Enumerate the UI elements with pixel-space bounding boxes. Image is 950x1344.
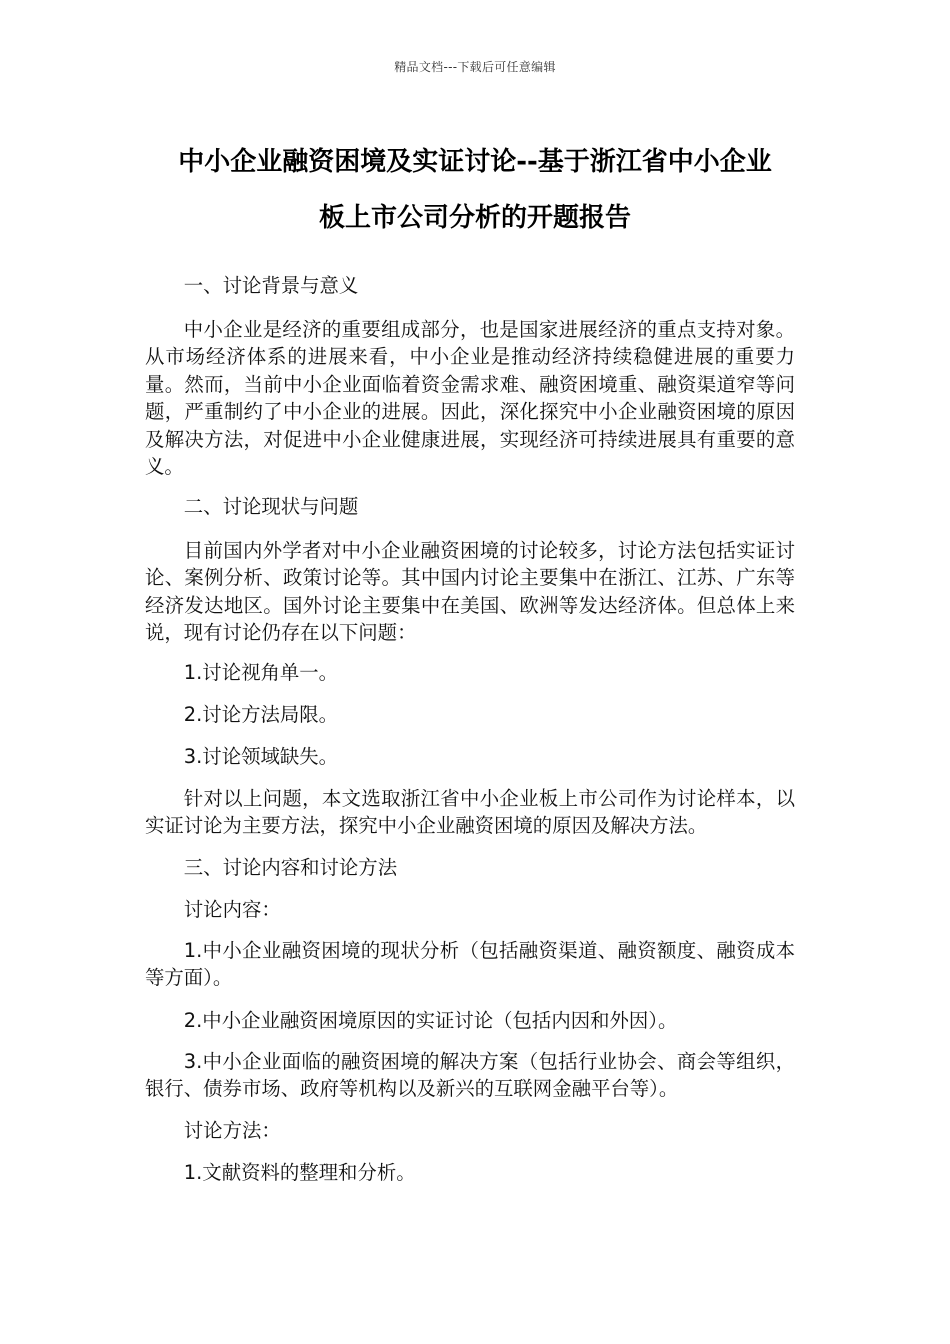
- section-2-item-3: 3.讨论领域缺失。: [183, 745, 339, 768]
- section-2-conclusion: 针对以上问题，本文选取浙江省中小企业板上市公司作为讨论样本，以实证讨论为主要方法，探究中小企业融资困境的原因及解决方法。: [145, 787, 795, 838]
- section-3-heading: 三、讨论内容和讨论方法: [183, 856, 398, 879]
- page-header: 精品文档---下载后可任意编辑: [394, 60, 556, 74]
- document-title-line-2: 板上市公司分析的开题报告: [318, 203, 631, 233]
- section-2-conclusion-block: [145, 785, 795, 840]
- research-content-1-block: [145, 937, 795, 992]
- research-content-3-block: [145, 1048, 795, 1103]
- research-content-1: 1.中小企业融资困境的现状分析（包括融资渠道、融资额度、融资成本等方面）。: [145, 939, 795, 990]
- section-2-heading: 二、讨论现状与问题: [183, 495, 359, 518]
- section-2-item-2: 2.讨论方法局限。: [183, 703, 339, 726]
- section-2-paragraph: 目前国内外学者对中小企业融资困境的讨论较多，讨论方法包括实证讨论、案例分析、政策讨论等。其中国内讨论主要集中在浙江、江苏、广东等经济发达地区。国外讨论主要集中在美国、欧洲等发达经济体。但总体上来说，现有讨论仍存在以下问题：: [145, 539, 795, 645]
- research-content-2: 2.中小企业融资困境原因的实证讨论（包括内因和外因）。: [183, 1009, 678, 1032]
- section-1-paragraph: 中小企业是经济的重要组成部分，也是国家进展经济的重点支持对象。从市场经济体系的进展来看，中小企业是推动经济持续稳健进展的重要力量。然而，当前中小企业面临着资金需求难、融资困境重、融资渠道窄等问题，严重制约了中小企业的进展。因此，深化探究中小企业融资困境的原因及解决方法，对促进中小企业健康进展，实现经济可持续进展具有重要的意义。: [145, 318, 795, 479]
- research-method-label: 讨论方法：: [183, 1119, 281, 1142]
- document-title-line-1: 中小企业融资困境及实证讨论--基于浙江省中小企业: [178, 147, 772, 177]
- research-content-label: 讨论内容：: [183, 898, 281, 921]
- section-1-heading: 一、讨论背景与意义: [183, 274, 359, 297]
- section-2-item-1: 1.讨论视角单一。: [183, 661, 339, 684]
- research-method-1: 1.文献资料的整理和分析。: [183, 1161, 416, 1184]
- section-2-paragraph-block: [145, 537, 795, 647]
- research-content-3: 3.中小企业面临的融资困境的解决方案（包括行业协会、商会等组织，银行、债券市场、政府等机构以及新兴的互联网金融平台等）。: [145, 1050, 795, 1101]
- section-1-paragraph-block: [145, 316, 795, 480]
